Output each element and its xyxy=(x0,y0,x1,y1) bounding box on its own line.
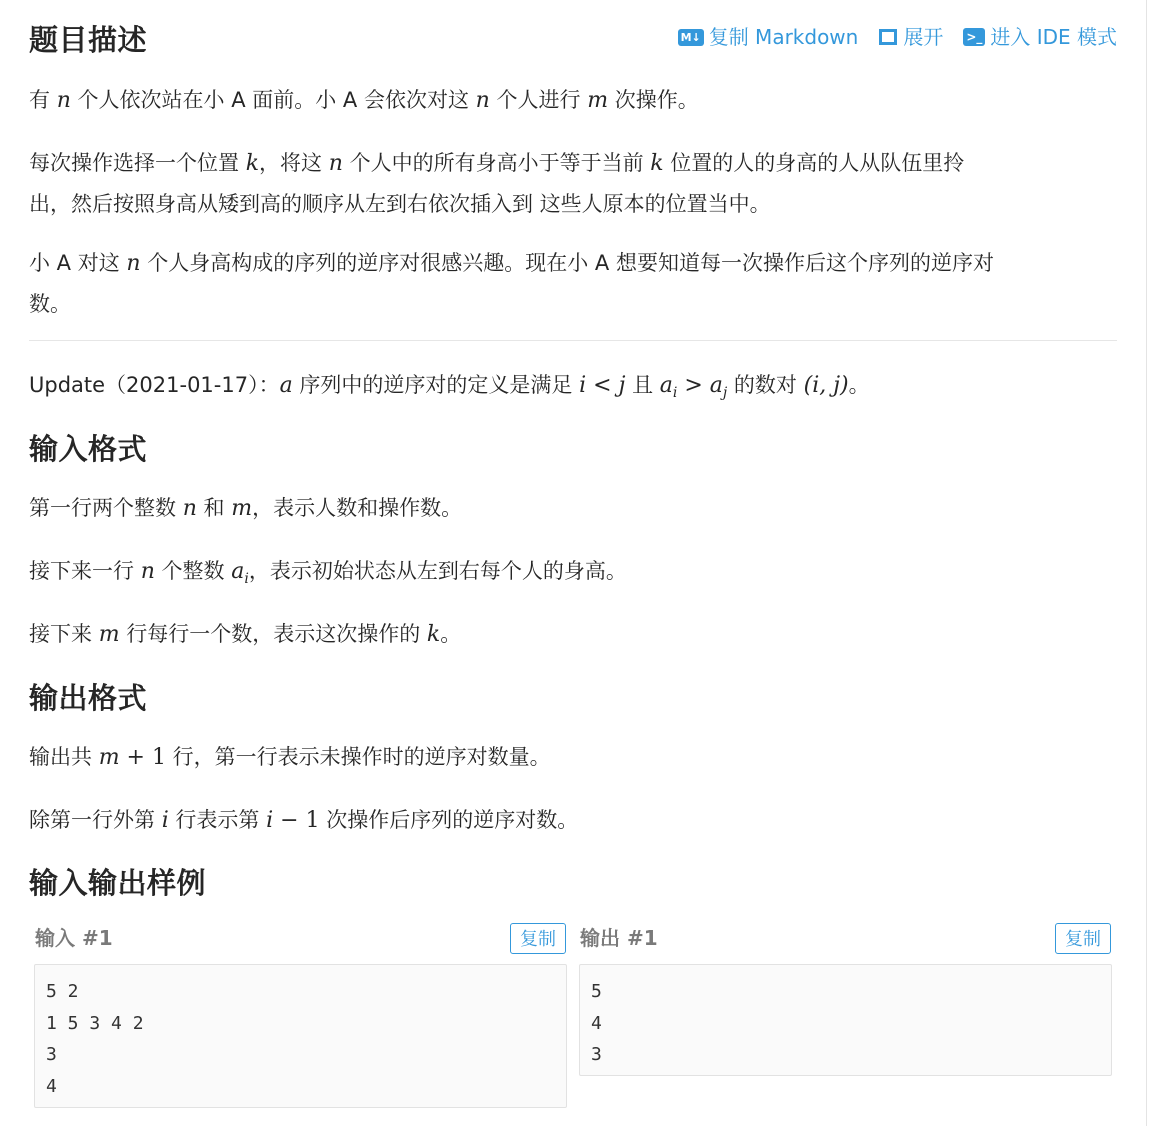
description-paragraph-1: 有 n 个人依次站在小 A 面前。小 A 会依次对这 n 个人进行 m 次操作。 xyxy=(29,88,699,113)
input-format-paragraph-3: 接下来 m 行每行一个数，表示这次操作的 k。 xyxy=(29,622,462,647)
terminal-icon: >_ xyxy=(963,28,985,46)
sample-input-line: 3 xyxy=(46,1044,57,1065)
sample-input-line: 4 xyxy=(46,1075,57,1097)
expand-label: 展开 xyxy=(903,25,944,49)
section-divider xyxy=(29,340,1117,341)
sample-output-line: 5 xyxy=(591,981,602,1002)
heading-input-format: 输入格式 xyxy=(29,432,148,466)
sample-input-label: 输入 #1 xyxy=(35,926,113,950)
sample-output-line: 3 xyxy=(591,1044,602,1065)
input-format-paragraph-2: 接下来一行 n 个整数 $a_i$，表示初始状态从左到右每个人的身高。 xyxy=(29,559,627,587)
sample-input-box xyxy=(34,964,567,1108)
update-note: Update（2021-01-17）：a 序列中的逆序对的定义是满足 i < j 且 $a_i > a_j$ 的数对 (i, j)。 xyxy=(29,373,870,401)
sample-output-label: 输出 #1 xyxy=(580,926,658,950)
expand-icon xyxy=(878,28,898,46)
sample-output-box xyxy=(579,964,1112,1076)
output-format-paragraph-2: 除第一行外第 i 行表示第 i − 1 次操作后序列的逆序对数。 xyxy=(29,808,579,833)
output-format-paragraph-1: 输出共 m + 1 行，第一行表示未操作时的逆序对数量。 xyxy=(29,745,551,770)
description-paragraph-3: 小 A 对这 n 个人身高构成的序列的逆序对很感兴趣。现在小 A 想要知道每一次操作后这个序列的逆序对 数。 xyxy=(29,251,994,316)
expand-button[interactable] xyxy=(878,24,943,50)
ide-mode-label: 进入 IDE 模式 xyxy=(990,25,1117,49)
markdown-icon: M↓ xyxy=(678,29,704,46)
sample-output-line: 4 xyxy=(591,1012,602,1034)
ide-mode-button[interactable] xyxy=(963,24,1117,50)
copy-input-button[interactable]: 复制 xyxy=(510,923,566,954)
problem-actions xyxy=(678,24,1117,50)
scrollbar[interactable] xyxy=(1147,0,1157,1126)
sample-input-line: 5 2 xyxy=(46,981,79,1002)
sample-input-line: 1 5 3 4 2 xyxy=(46,1012,144,1034)
input-format-paragraph-1: 第一行两个整数 n 和 m，表示人数和操作数。 xyxy=(29,496,463,521)
copy-markdown-label: 复制 Markdown xyxy=(708,25,859,49)
heading-output-format: 输出格式 xyxy=(29,681,148,715)
copy-output-button[interactable]: 复制 xyxy=(1055,923,1111,954)
heading-description: 题目描述 xyxy=(29,23,148,57)
description-paragraph-2: 每次操作选择一个位置 k，将这 n 个人中的所有身高小于等于当前 k 位置的人的身高的人从队伍里拎 出，然后按照身高从矮到高的顺序从左到右依次插入到 这些人原本的位置当中。 xyxy=(29,151,965,216)
heading-samples: 输入输出样例 xyxy=(29,866,207,900)
copy-markdown-button[interactable] xyxy=(678,24,859,50)
